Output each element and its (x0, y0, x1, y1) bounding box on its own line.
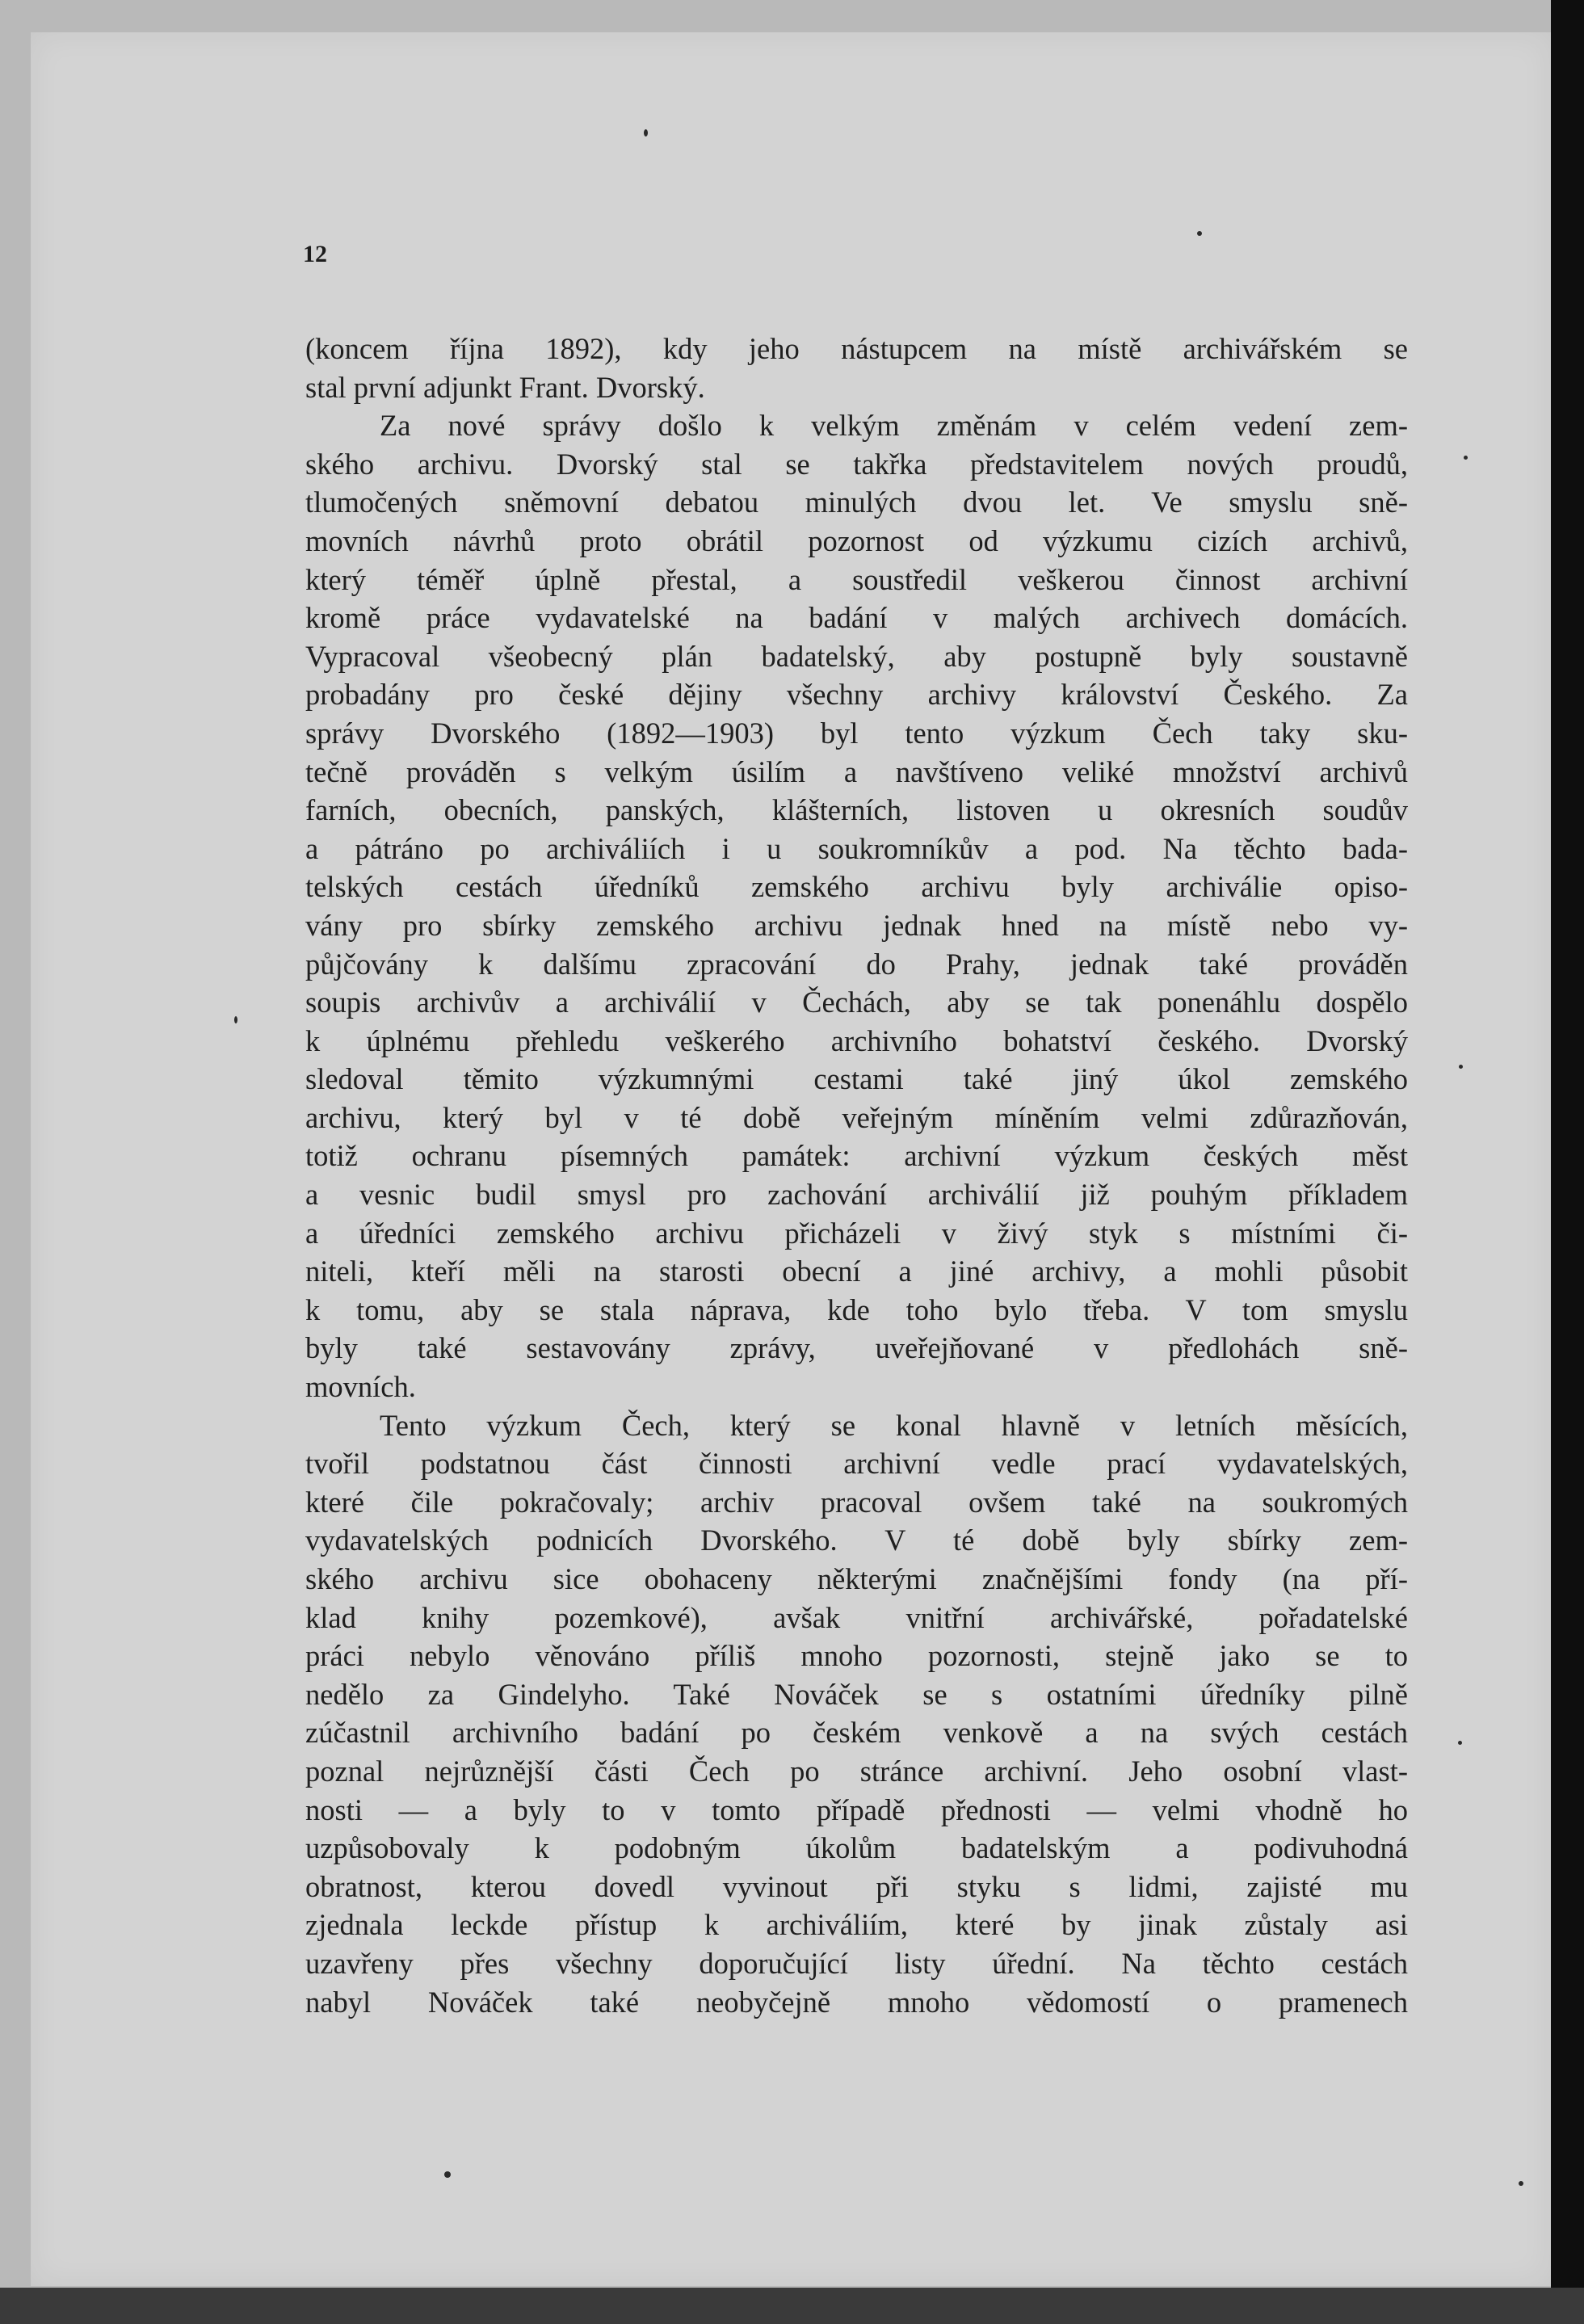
text-line: ského archivu. Dvorský stal se takřka představitelem nových proudů, (305, 447, 1408, 481)
text-line: klad knihy pozemkové), avšak vnitřní archivářské, pořadatelské (305, 1600, 1408, 1634)
scan-speck (234, 1016, 237, 1023)
text-line: správy Dvorského (1892—1903) byl tento výzkum Čech taky sku- (305, 716, 1408, 750)
text-line: práci nebylo věnováno příliš mnoho pozornosti, stejně jako se to (305, 1639, 1408, 1673)
text-line: a pátráno po archiváliích i u soukromníkův a pod. Na těchto bada- (305, 831, 1408, 865)
text-line: farních, obecních, panských, klášterních, listoven u okresních soudův (305, 793, 1408, 827)
text-line: stal první adjunkt Frant. Dvorský. (305, 370, 705, 404)
text-line: vány pro sbírky zemského archivu jednak hned na místě nebo vy- (305, 908, 1408, 942)
text-line: vydavatelských podnicích Dvorského. V té době byly sbírky zem- (305, 1523, 1408, 1557)
text-line: byly také sestavovány zprávy, uveřejňované v předlohách sně- (305, 1331, 1408, 1365)
text-line: poznal nejrůznější části Čech po stránce archivní. Jeho osobní vlast- (305, 1754, 1408, 1788)
text-line: nabyl Nováček také neobyčejně mnoho vědomostí o pramenech (305, 1985, 1408, 2019)
text-line: telských cestách úředníků zemského archivu byly archiválie opiso- (305, 870, 1408, 904)
text-line: zúčastnil archivního badání po českém venkově a na svých cestách (305, 1716, 1408, 1750)
text-line: který téměř úplně přestal, a soustředil veškerou činnost archivní (305, 562, 1408, 596)
text-line: Tento výzkum Čech, který se konal hlavně v letních měsících, (380, 1408, 1408, 1442)
text-line: uzavřeny přes všechny doporučující listy úřední. Na těchto cestách (305, 1946, 1408, 1980)
text-line: tlumočených sněmovní debatou minulých dvou let. Ve smyslu sně- (305, 485, 1408, 519)
text-line: totiž ochranu písemných památek: archivní výzkum českých měst (305, 1139, 1408, 1173)
text-line: a úředníci zemského archivu přicházeli v živý styk s místními či- (305, 1216, 1408, 1250)
text-line: nosti — a byly to v tomto případě přednosti — velmi vhodně ho (305, 1792, 1408, 1826)
text-line: a vesnic budil smysl pro zachování archiválií již pouhým příkladem (305, 1178, 1408, 1212)
scan-speck (444, 2171, 451, 2178)
text-line: archivu, který byl v té době veřejným míněním velmi zdůrazňován, (305, 1100, 1408, 1134)
text-line: které čile pokračovaly; archiv pracoval ovšem také na soukromých (305, 1485, 1408, 1519)
scan-speck (1464, 456, 1468, 460)
text-line: půjčovány k dalšímu zpracování do Prahy, jednak také prováděn (305, 947, 1408, 981)
scan-speck (644, 129, 648, 137)
text-line: sledoval těmito výzkumnými cestami také jiný úkol zemského (305, 1062, 1408, 1096)
scan-edge-right (1551, 0, 1584, 2324)
scan-speck (1197, 231, 1202, 236)
text-line: movních. (305, 1370, 416, 1404)
page-number: 12 (303, 241, 327, 267)
scan-speck (1459, 1065, 1463, 1069)
text-line: soupis archivův a archiválií v Čechách, aby se tak ponenáhlu dospělo (305, 985, 1408, 1019)
text-line: (koncem října 1892), kdy jeho nástupcem na místě archivářském se (305, 332, 1408, 365)
text-line: obratnost, kterou dovedl vyvinout při styku s lidmi, zajisté mu (305, 1869, 1408, 1903)
text-line: movních návrhů proto obrátil pozornost od výzkumu cizích archivů, (305, 523, 1408, 557)
body-text (305, 330, 1408, 2021)
scan-speck (1458, 1741, 1462, 1745)
text-line: k úplnému přehledu veškerého archivního bohatství českého. Dvorský (305, 1023, 1408, 1057)
scan-speck (1519, 2181, 1523, 2186)
text-line: probadány pro české dějiny všechny archivy království Českého. Za (305, 678, 1408, 712)
text-line: kromě práce vydavatelské na badání v malých archivech domácích. (305, 601, 1408, 635)
text-line: ského archivu sice obohaceny některými značnějšími fondy (na pří- (305, 1562, 1408, 1595)
text-line: Za nové správy došlo k velkým změnám v celém vedení zem- (380, 409, 1408, 443)
text-line: uzpůsobovaly k podobným úkolům badatelským a podivuhodná (305, 1831, 1408, 1865)
text-line: niteli, kteří měli na starosti obecní a jiné archivy, a mohli působit (305, 1254, 1408, 1288)
text-line: tvořil podstatnou část činnosti archivní vedle prací vydavatelských, (305, 1447, 1408, 1481)
text-line: tečně prováděn s velkým úsilím a navštíveno veliké množství archivů (305, 754, 1408, 788)
text-line: nedělo za Gindelyho. Také Nováček se s ostatními úředníky pilně (305, 1677, 1408, 1711)
text-line: k tomu, aby se stala náprava, kde toho bylo třeba. V tom smyslu (305, 1292, 1408, 1326)
text-line: zjednala leckde přístup k archiváliím, které by jinak zůstaly asi (305, 1908, 1408, 1942)
scan-edge-bottom (0, 2288, 1584, 2324)
text-line: Vypracoval všeobecný plán badatelský, aby postupně byly soustavně (305, 639, 1408, 673)
